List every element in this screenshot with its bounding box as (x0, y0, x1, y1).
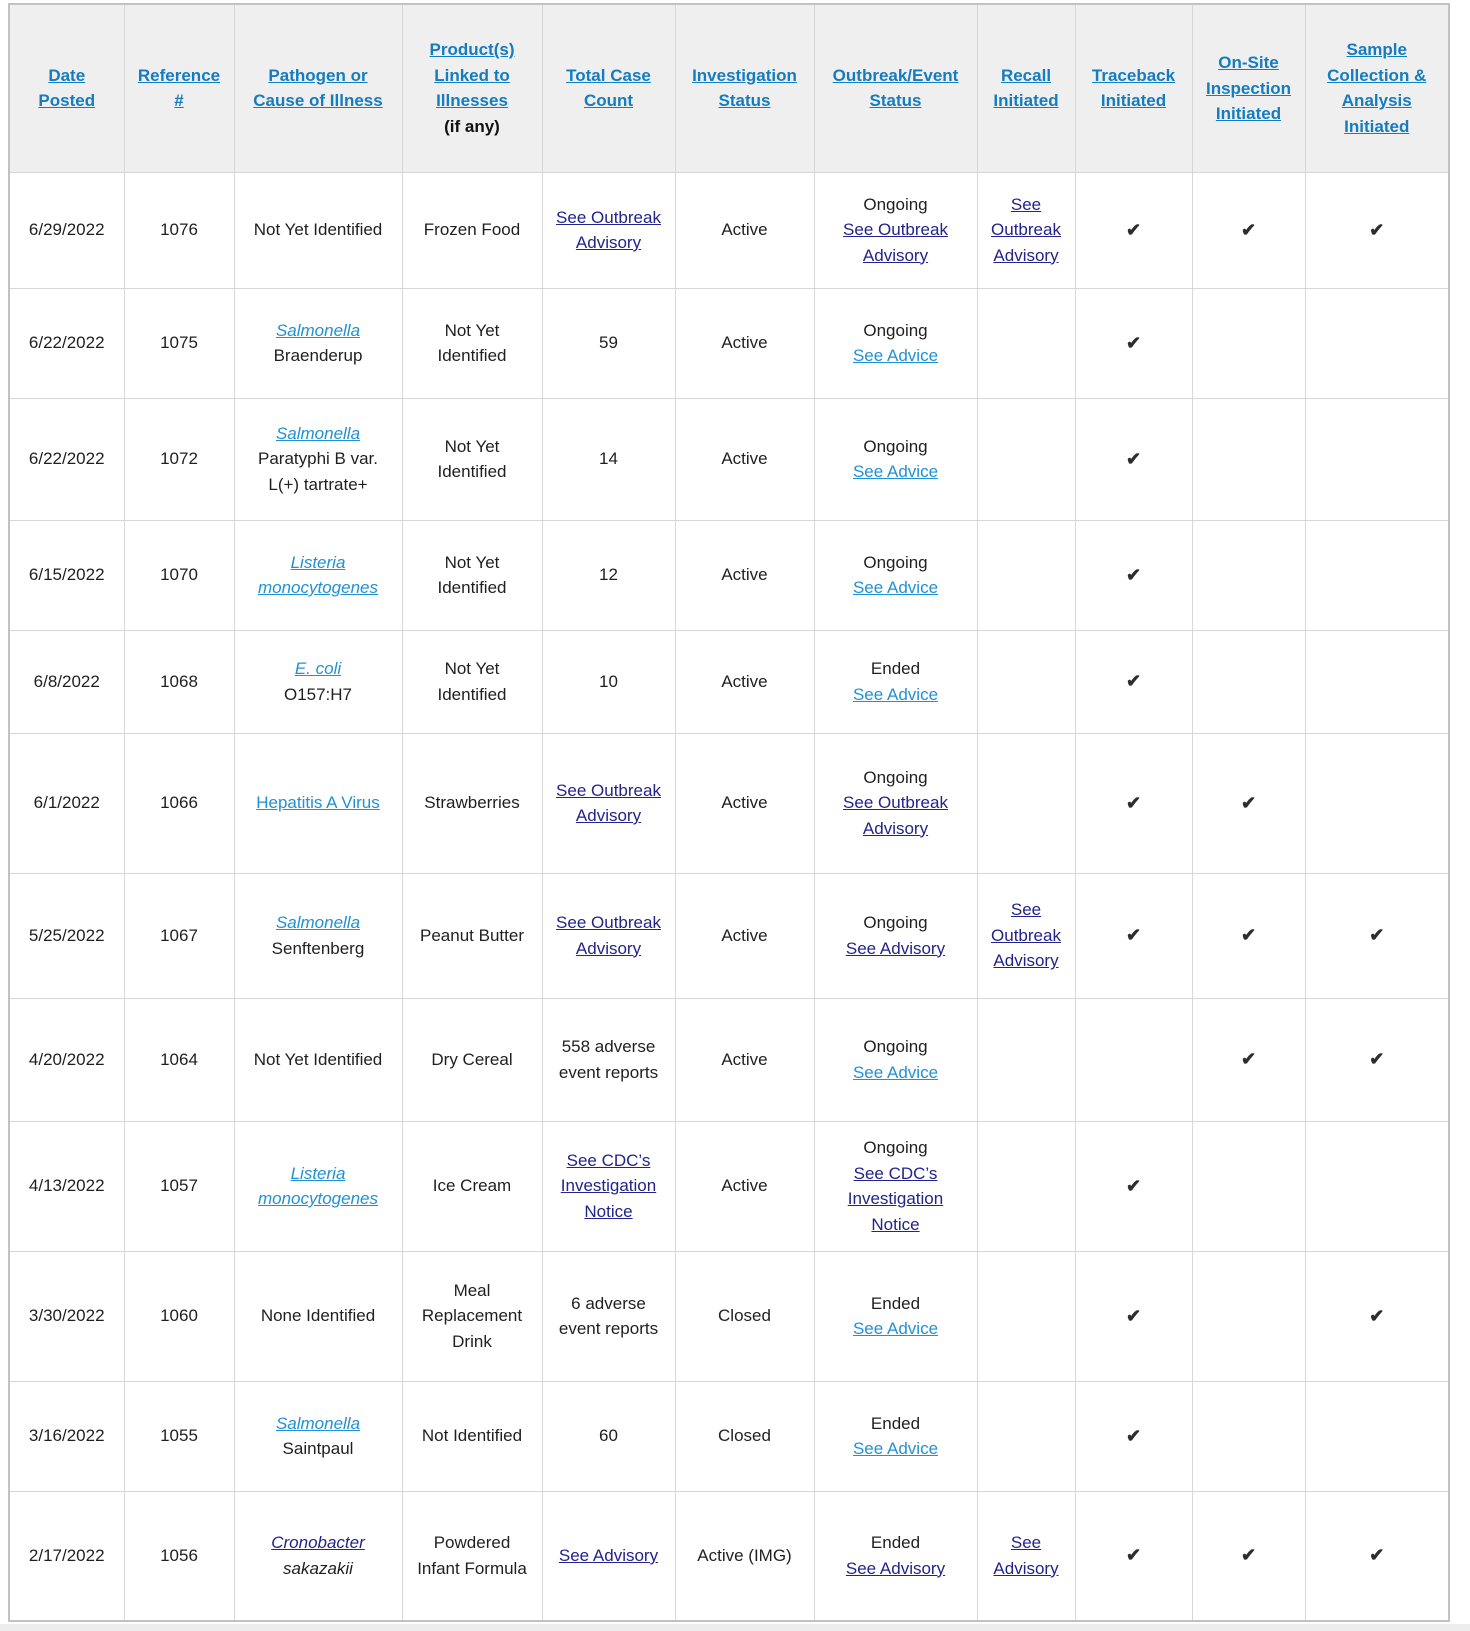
product-cell: Not Yet Identified (402, 630, 542, 733)
status-text: Ongoing (863, 436, 928, 456)
column-header-onsite-inspection (1192, 4, 1305, 172)
product-cell: Not Identified (402, 1381, 542, 1491)
recall-cell (977, 733, 1075, 873)
case-count-value: 60 (599, 1426, 618, 1446)
cdc-investigation-notice-link[interactable]: See CDC’s Investigation Notice (847, 1163, 944, 1234)
pathogen-cell (234, 998, 402, 1121)
outbreak-advisory-link[interactable]: See Outbreak Advisory (556, 780, 661, 825)
date-posted-cell: 6/8/2022 (9, 630, 124, 733)
table-row (9, 998, 1449, 1121)
onsite-cell (1192, 172, 1305, 288)
check-icon: ✔ (1240, 925, 1257, 945)
advice-link[interactable]: See Advice (852, 684, 939, 704)
onsite-cell (1192, 520, 1305, 630)
check-icon: ✔ (1125, 564, 1142, 585)
reference-cell: 1064 (124, 998, 234, 1121)
investigation-status-cell: Active (675, 998, 814, 1121)
check-icon: ✔ (1125, 671, 1142, 691)
investigation-status-cell: Active (675, 630, 814, 733)
date-posted-cell: 5/25/2022 (9, 873, 124, 998)
outbreak-status-cell (814, 1121, 977, 1251)
investigation-status-cell: Active (675, 873, 814, 998)
column-header-case-count (542, 4, 675, 172)
check-icon: ✔ (1125, 1425, 1142, 1446)
check-icon: ✔ (1125, 1545, 1142, 1566)
onsite-cell (1192, 630, 1305, 733)
recall-cell (977, 1121, 1075, 1251)
sample-cell (1305, 1121, 1449, 1251)
table-row (9, 520, 1449, 630)
column-header-product (402, 4, 542, 172)
status-text: Ongoing (863, 767, 928, 787)
pathogen-text: Paratyphi B var. L(+) tartrate+ (257, 449, 378, 494)
check-icon: ✔ (1369, 219, 1385, 240)
sample-cell (1305, 873, 1449, 998)
case-count-cell (542, 520, 675, 630)
table-row (9, 630, 1449, 733)
case-count-cell (542, 1381, 675, 1491)
column-header-date-posted (9, 4, 124, 172)
check-icon: ✔ (1125, 925, 1142, 945)
recall-cell (977, 1381, 1075, 1491)
recall-cell (977, 288, 1075, 398)
sample-cell (1305, 1381, 1449, 1491)
status-text: Ended (870, 659, 921, 678)
traceback-cell (1075, 288, 1192, 398)
column-header-investigation-status (675, 4, 814, 172)
onsite-cell (1192, 1381, 1305, 1491)
check-icon: ✔ (1369, 925, 1385, 945)
investigation-status-cell: Active (675, 733, 814, 873)
investigation-status-cell: Closed (675, 1251, 814, 1381)
advice-link[interactable]: See Advice (852, 346, 939, 365)
check-icon: ✔ (1125, 332, 1142, 353)
table-row (9, 288, 1449, 398)
case-count-cell (542, 1121, 675, 1251)
case-count-cell (542, 630, 675, 733)
product-cell: Powdered Infant Formula (402, 1491, 542, 1621)
status-text: Ongoing (863, 552, 928, 572)
date-posted-cell: 4/20/2022 (9, 998, 124, 1121)
reference-cell: 1067 (124, 873, 234, 998)
sample-cell (1305, 520, 1449, 630)
product-cell: Not Yet Identified (402, 288, 542, 398)
table-row (9, 1251, 1449, 1381)
investigation-status-cell: Active (675, 172, 814, 288)
sample-collection-sort-link[interactable]: Sample Collection & Analysis Initiated (1327, 40, 1427, 136)
table-row (9, 873, 1449, 998)
recall-cell (977, 1251, 1075, 1381)
pathogen-link[interactable]: Salmonella (275, 913, 361, 932)
onsite-cell (1192, 1121, 1305, 1251)
recall-link[interactable]: See Outbreak Advisory (991, 900, 1061, 971)
date-posted-cell: 4/13/2022 (9, 1121, 124, 1251)
outbreak-advisory-link[interactable]: See Outbreak Advisory (556, 913, 661, 958)
pathogen-cell (234, 1251, 402, 1381)
pathogen-text: Saintpaul (282, 1439, 354, 1458)
date-posted-sort-link[interactable]: Date Posted (38, 65, 96, 111)
onsite-inspection-sort-link[interactable]: On-Site Inspection Initiated (1205, 53, 1291, 123)
traceback-cell (1075, 1121, 1192, 1251)
status-text: Ended (870, 1533, 921, 1553)
date-posted-cell: 6/22/2022 (9, 398, 124, 520)
outbreak-status-cell (814, 733, 977, 873)
advice-link[interactable]: See Advice (852, 1062, 939, 1082)
status-text: Ongoing (863, 1138, 928, 1157)
pathogen-cell (234, 1121, 402, 1251)
recall-cell (977, 398, 1075, 520)
traceback-cell (1075, 733, 1192, 873)
outbreak-status-cell (814, 1381, 977, 1491)
case-count-value: 10 (599, 671, 618, 691)
outbreak-advisory-link[interactable]: See Outbreak Advisory (556, 207, 661, 252)
outbreak-investigations-table-page (0, 3, 1470, 1631)
product-cell: Not Yet Identified (402, 398, 542, 520)
investigation-status-cell: Closed (675, 1381, 814, 1491)
date-posted-cell: 2/17/2022 (9, 1491, 124, 1621)
sample-cell (1305, 998, 1449, 1121)
date-posted-cell: 3/30/2022 (9, 1251, 124, 1381)
case-count-cell (542, 288, 675, 398)
outbreak-status-cell (814, 998, 977, 1121)
table-row (9, 733, 1449, 873)
traceback-cell (1075, 1251, 1192, 1381)
pathogen-cell (234, 873, 402, 998)
reference-cell: 1066 (124, 733, 234, 873)
case-count-value: 558 adverse event reports (558, 1037, 659, 1082)
case-count-cell (542, 172, 675, 288)
pathogen-sort-link[interactable]: Pathogen or Cause of Illness (253, 65, 383, 111)
pathogen-link[interactable]: E. coli (294, 659, 342, 678)
recall-cell (977, 630, 1075, 733)
pathogen-cell (234, 520, 402, 630)
column-header-reference (124, 4, 234, 172)
outbreak-advisory-link[interactable]: See Outbreak Advisory (843, 220, 948, 265)
next-row-partial-strip (0, 1624, 1470, 1631)
onsite-cell (1192, 398, 1305, 520)
outbreak-status-cell (814, 172, 977, 288)
investigation-status-cell: Active (675, 398, 814, 520)
sample-cell (1305, 1251, 1449, 1381)
traceback-sort-link[interactable]: Traceback Initiated (1091, 65, 1176, 111)
sample-cell (1305, 733, 1449, 873)
advice-link[interactable]: See Advice (852, 462, 939, 481)
case-count-cell (542, 873, 675, 998)
advisory-link[interactable]: See Advisory (845, 938, 946, 958)
reference-cell: 1075 (124, 288, 234, 398)
pathogen-link[interactable]: Salmonella (275, 1413, 361, 1433)
recall-cell (977, 998, 1075, 1121)
onsite-cell (1192, 998, 1305, 1121)
date-posted-cell: 6/22/2022 (9, 288, 124, 398)
pathogen-cell (234, 630, 402, 733)
recall-cell (977, 873, 1075, 998)
status-text: Ended (870, 1413, 921, 1433)
pathogen-text: Not Yet Identified (253, 220, 383, 240)
check-icon: ✔ (1125, 448, 1142, 469)
case-count-value: 6 adverse event reports (558, 1293, 659, 1338)
check-icon: ✔ (1125, 792, 1142, 813)
reference-cell: 1068 (124, 630, 234, 733)
pathogen-text: O157:H7 (283, 684, 353, 704)
case-count-value: 14 (599, 449, 618, 469)
case-count-value: 59 (599, 333, 618, 353)
recall-cell (977, 520, 1075, 630)
advisory-link[interactable]: See Advisory (558, 1546, 659, 1565)
column-header-pathogen (234, 4, 402, 172)
sample-cell (1305, 172, 1449, 288)
check-icon: ✔ (1240, 1545, 1257, 1566)
outbreak-investigations-table (8, 3, 1450, 1622)
check-icon: ✔ (1240, 219, 1257, 240)
check-icon: ✔ (1369, 1545, 1385, 1566)
investigation-status-cell: Active (675, 288, 814, 398)
pathogen-cell (234, 288, 402, 398)
traceback-cell (1075, 873, 1192, 998)
product-cell: Not Yet Identified (402, 520, 542, 630)
check-icon: ✔ (1125, 219, 1142, 240)
pathogen-link[interactable]: Salmonella (275, 320, 361, 340)
pathogen-link[interactable]: Listeria monocytogenes (257, 552, 379, 597)
column-header-outbreak-status (814, 4, 977, 172)
pathogen-text: Senftenberg (271, 938, 365, 958)
pathogen-link[interactable]: Listeria monocytogenes (257, 1163, 379, 1208)
outbreak-status-cell (814, 288, 977, 398)
traceback-cell (1075, 1381, 1192, 1491)
case-count-cell (542, 1251, 675, 1381)
pathogen-link[interactable]: Hepatitis A Virus (256, 793, 380, 813)
column-header-traceback (1075, 4, 1192, 172)
outbreak-status-cell (814, 630, 977, 733)
reference-cell: 1056 (124, 1491, 234, 1621)
outbreak-advisory-link[interactable]: See Outbreak Advisory (991, 194, 1061, 265)
traceback-cell (1075, 172, 1192, 288)
pathogen-text: None Identified (260, 1306, 376, 1326)
traceback-cell (1075, 998, 1192, 1121)
advice-link[interactable]: See Advice (852, 578, 939, 597)
outbreak-status-cell (814, 398, 977, 520)
pathogen-text: sakazakii (283, 1558, 353, 1578)
onsite-cell (1192, 288, 1305, 398)
investigation-status-cell: Active (IMG) (675, 1491, 814, 1621)
advisory-link[interactable]: See Advisory (845, 1558, 946, 1578)
reference-sort-link[interactable]: Reference # (137, 65, 221, 111)
traceback-cell (1075, 630, 1192, 733)
pathogen-cell (234, 733, 402, 873)
recall-sort-link[interactable]: Recall Initiated (993, 65, 1059, 111)
outbreak-status-cell (814, 873, 977, 998)
advice-link[interactable]: See Advice (852, 1439, 939, 1458)
traceback-cell (1075, 520, 1192, 630)
onsite-cell (1192, 1251, 1305, 1381)
status-text: Ongoing (863, 320, 928, 340)
reference-cell: 1076 (124, 172, 234, 288)
status-text: Ongoing (863, 194, 928, 214)
product-header-suffix: (if any) (444, 116, 500, 136)
product-sort-link[interactable]: Product(s) Linked to Illnesses (429, 40, 515, 111)
pathogen-text: Not Yet Identified (253, 1049, 383, 1069)
traceback-cell (1075, 398, 1192, 520)
status-text: Ongoing (863, 913, 928, 932)
investigation-status-sort-link[interactable]: Investigation Status (692, 65, 797, 111)
status-text: Ended (870, 1293, 921, 1313)
recall-link[interactable]: See Advisory (993, 1533, 1059, 1578)
investigation-status-cell: Active (675, 1121, 814, 1251)
reference-cell: 1057 (124, 1121, 234, 1251)
sample-cell (1305, 288, 1449, 398)
check-icon: ✔ (1125, 1175, 1142, 1196)
sample-cell (1305, 398, 1449, 520)
table-row (9, 1121, 1449, 1251)
check-icon: ✔ (1369, 1049, 1385, 1069)
check-icon: ✔ (1125, 1305, 1142, 1326)
column-header-recall (977, 4, 1075, 172)
outbreak-status-sort-link[interactable]: Outbreak/Event Status (832, 65, 959, 111)
table-row (9, 1381, 1449, 1491)
case-count-sort-link[interactable]: Total Case Count (566, 65, 651, 111)
recall-cell (977, 172, 1075, 288)
investigation-status-cell: Active (675, 520, 814, 630)
outbreak-status-cell (814, 520, 977, 630)
case-count-cell (542, 733, 675, 873)
onsite-cell (1192, 733, 1305, 873)
cdc-investigation-notice-link[interactable]: See CDC’s Investigation Notice (560, 1150, 657, 1221)
advice-link[interactable]: See Advice (852, 1319, 939, 1338)
date-posted-cell: 6/15/2022 (9, 520, 124, 630)
onsite-cell (1192, 873, 1305, 998)
outbreak-status-cell (814, 1251, 977, 1381)
check-icon: ✔ (1369, 1305, 1385, 1326)
case-count-value: 12 (599, 565, 618, 585)
check-icon: ✔ (1240, 1049, 1257, 1069)
outbreak-advisory-link[interactable]: See Outbreak Advisory (843, 793, 948, 838)
date-posted-cell: 6/1/2022 (9, 733, 124, 873)
reference-cell: 1070 (124, 520, 234, 630)
pathogen-link[interactable]: Cronobacter (271, 1533, 365, 1553)
check-icon: ✔ (1240, 792, 1257, 813)
product-cell: Ice Cream (402, 1121, 542, 1251)
product-cell: Strawberries (402, 733, 542, 873)
pathogen-cell (234, 398, 402, 520)
table-row (9, 398, 1449, 520)
case-count-cell (542, 998, 675, 1121)
product-cell: Peanut Butter (402, 873, 542, 998)
date-posted-cell: 6/29/2022 (9, 172, 124, 288)
product-cell: Dry Cereal (402, 998, 542, 1121)
pathogen-text: Braenderup (273, 346, 363, 365)
case-count-cell (542, 398, 675, 520)
pathogen-cell (234, 1381, 402, 1491)
header-row (9, 4, 1449, 172)
date-posted-cell: 3/16/2022 (9, 1381, 124, 1491)
reference-cell: 1060 (124, 1251, 234, 1381)
reference-cell: 1072 (124, 398, 234, 520)
status-text: Ongoing (863, 1037, 928, 1056)
pathogen-link[interactable]: Salmonella (275, 423, 361, 443)
reference-cell: 1055 (124, 1381, 234, 1491)
pathogen-cell (234, 172, 402, 288)
table-row (9, 172, 1449, 288)
sample-cell (1305, 630, 1449, 733)
column-header-sample-collection (1305, 4, 1449, 172)
product-cell: Frozen Food (402, 172, 542, 288)
product-cell: Meal Replacement Drink (402, 1251, 542, 1381)
